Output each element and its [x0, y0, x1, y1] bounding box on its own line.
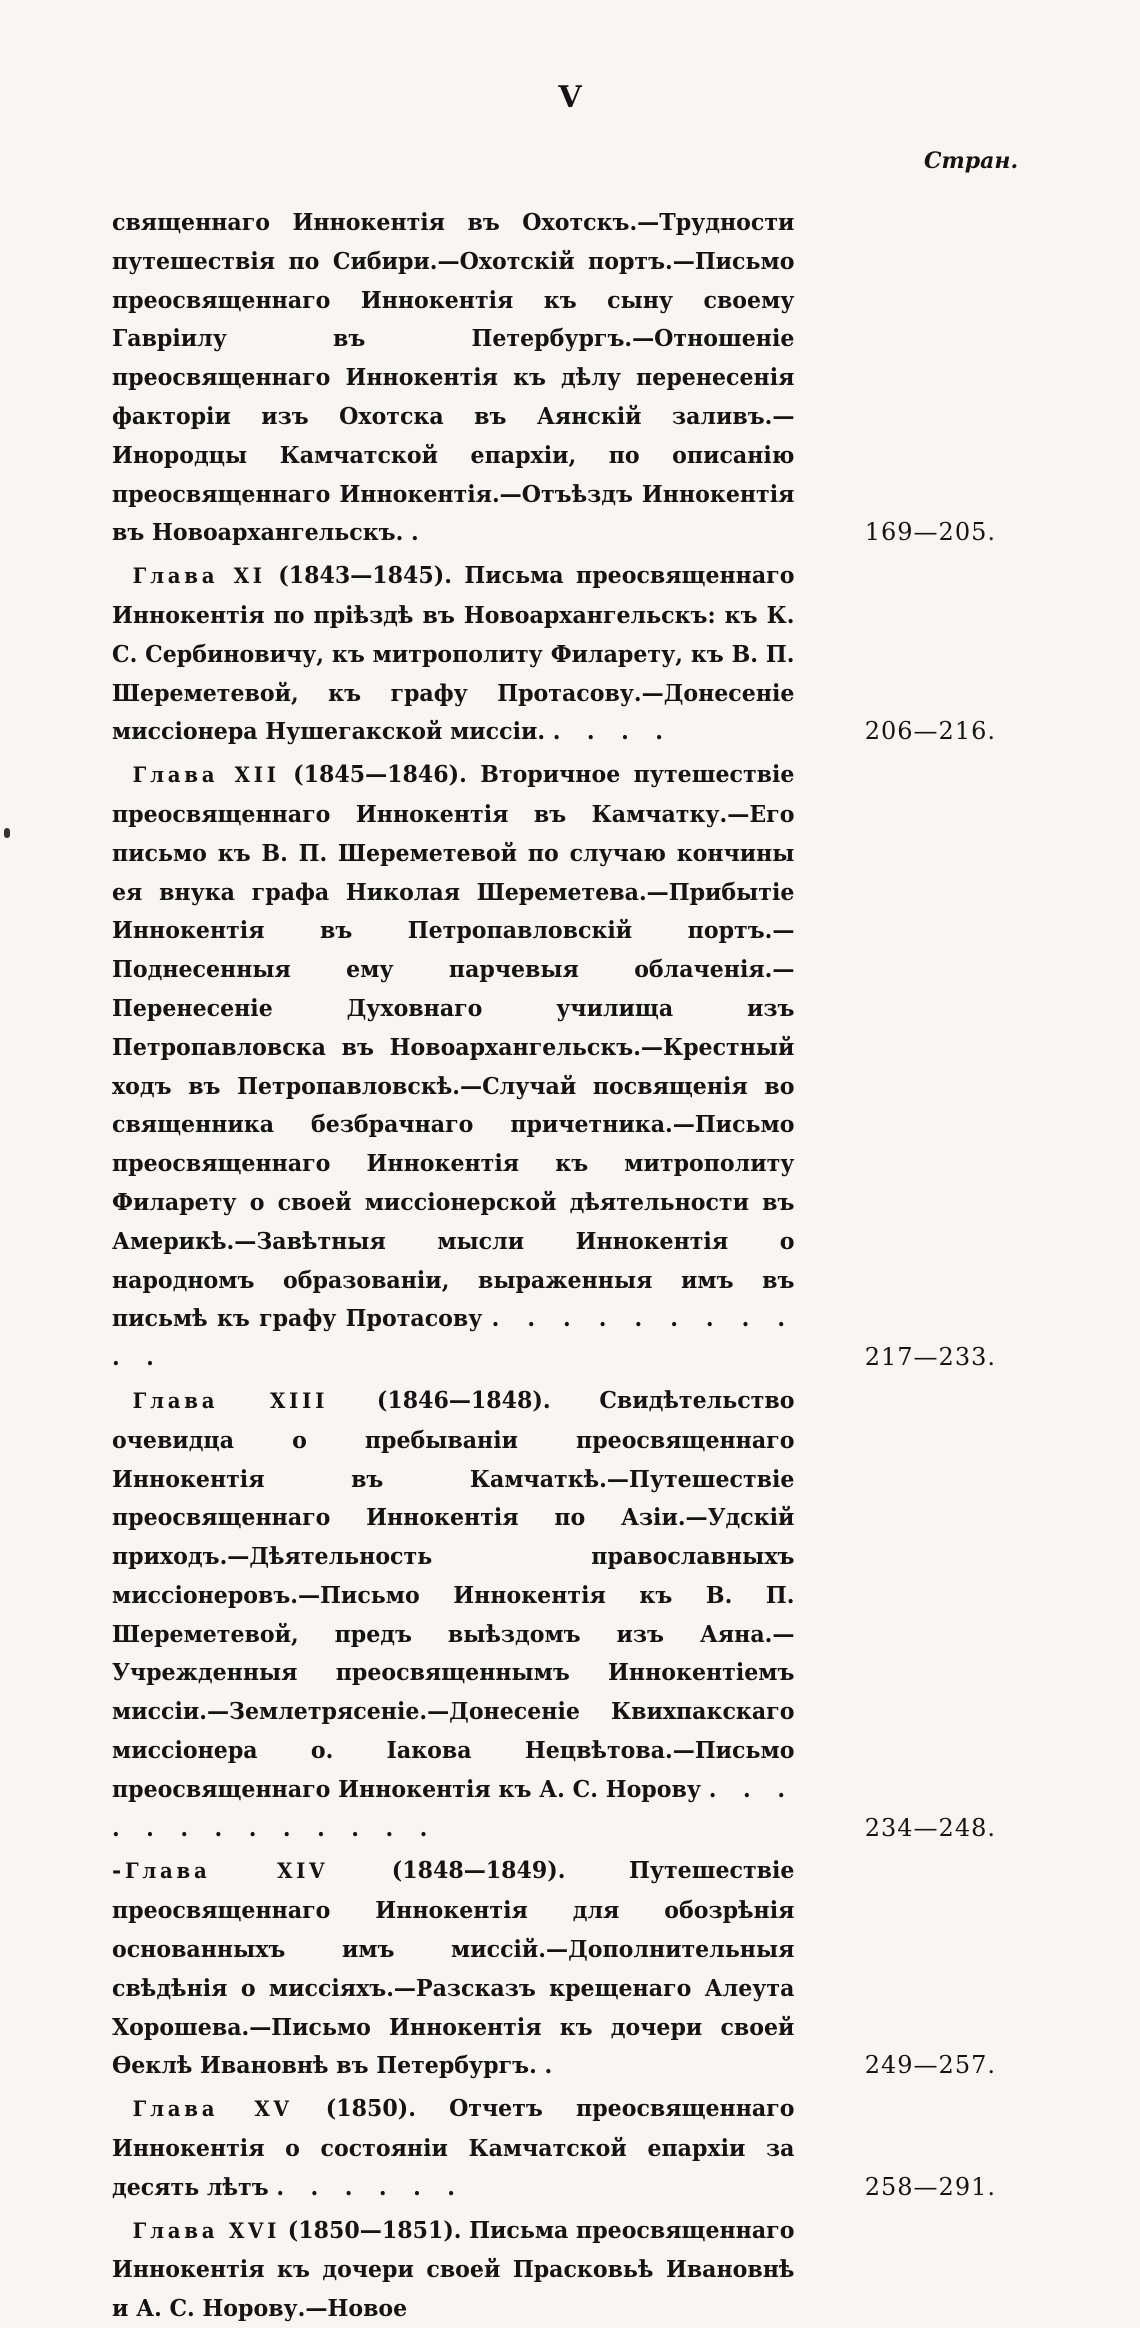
chapter-heading: Глава XV [132, 2096, 293, 2122]
chapter-heading: Глава XI [132, 563, 266, 589]
dot-leader: . [544, 2051, 562, 2080]
chapter-heading: Глава XIII [132, 1387, 329, 1413]
entry-text-block [112, 203, 794, 552]
toc-entry [112, 203, 996, 552]
entry-text: (1850). Отчетъ преосвященнаго Иннокентія о состояніи Камчатской епархіи за десять лѣтъ [112, 2094, 795, 2201]
entry-text: (1845—1846). Вторичное путешествіе преосвященнаго Иннокентія въ Камчатку.—Его письмо къ В. П. Шереметевой по случаю кончины ея внука графа Николая Шереметева.—Прибытіе Иннокентія въ Петропавловскій портъ.—Поднесенныя ему парчевыя облаченія.—Перенесеніе Духовнаго училища изъ Петропавловска въ Новоархангельскъ.—Крестный ходъ въ Петропавловскѣ.—Случай посвященія во священника безбрачнаго причетника.—Письмо преосвященнаго Иннокентія къ митрополиту Филарету о своей миссіонерской дѣятельности въ Америкѣ.—Завѣтныя мысли Иннокентія о народномъ образованіи, выраженныя имъ въ письмѣ къ графу Протасову [112, 760, 795, 1333]
entry-text: священнаго Иннокентія въ Охотскъ.—Трудности путешествія по Сибири.—Охотскій портъ.—Письмо преосвященнаго Иннокентія къ сыну своему Гавріилу въ Петербургъ.—Отношеніе преосвященнаго Иннокентія къ дѣлу перенесенія факторіи изъ Охотска въ Аянскій заливъ.—Инородцы Камчатской епархіи, по описанію преосвященнаго Иннокентія.—Отъѣздъ Иннокентія въ Новоархангельскъ. [112, 208, 795, 547]
dot-leader: . . . . [552, 717, 673, 746]
table-of-contents [112, 203, 996, 2328]
toc-entry [112, 1851, 996, 2085]
page-range: 258—291. [864, 2172, 996, 2201]
toc-entry [112, 556, 996, 751]
page-range: 249—257. [864, 2051, 996, 2080]
entry-text-block [112, 2089, 794, 2206]
entry-text-block [112, 1851, 794, 2085]
dot-leader: . [410, 518, 429, 547]
dot-leader: . . . . . . [276, 2172, 465, 2201]
pages-column-header: Стран. [924, 148, 1019, 174]
chapter-heading: Глава XVI [132, 2217, 281, 2243]
entry-text: (1843—1845). Письма преосвященнаго Иннокентія по пріѣздѣ въ Новоархангельскъ: къ К. С. Сербиновичу, къ митрополиту Филарету, къ В. П. Шереметевой, къ графу Протасову.—Донесеніе миссіонера Нушегакской миссіи. [112, 561, 795, 746]
entry-text: (1850—1851). Письма преосвященнаго Иннокентія къ дочери своей Прасковьѣ Ивановнѣ и А. С. Норову.—Новое [112, 2215, 795, 2323]
chapter-heading: Глава XIV [124, 1858, 329, 1884]
chapter-heading: Глава XII [132, 762, 280, 788]
page-folio: V [558, 80, 582, 115]
page-range: 169—205. [864, 518, 996, 547]
dot-leader: . . . . . . . . . . . [112, 1304, 795, 1372]
stray-dash: - [112, 1856, 122, 1885]
entry-text-block [112, 1381, 794, 1848]
entry-text: (1846—1848). Свидѣтельство очевидца о пребываніи преосвященнаго Иннокентія въ Камчаткѣ.—Путешествіе преосвященнаго Иннокентія по Азіи.—Удскій приходъ.—Дѣятельность православныхъ миссіонеровъ.—Письмо Иннокентія къ В. П. Шереметевой, предъ выѣздомъ изъ Аяна.—Учрежденныя преосвященнымъ Иннокентіемъ миссіи.—Землетрясеніе.—Донесеніе Квихпакскаго миссіонера о. Іакова Нецвѣтова.—Письмо преосвященнаго Иннокентія къ А. С. Норову [112, 1385, 795, 1803]
toc-entry [112, 2089, 996, 2206]
entry-text-block [112, 2211, 794, 2328]
toc-entry [112, 755, 996, 1377]
entry-text-block [112, 556, 794, 751]
toc-entry [112, 2211, 996, 2328]
margin-ink-mark [4, 828, 10, 838]
page-range: 234—248. [864, 1813, 996, 1842]
toc-entry [112, 1381, 996, 1848]
page-range: 206—216. [864, 717, 996, 746]
entry-text: (1848—1849). Путешествіе преосвященнаго Иннокентія для обозрѣнія основанныхъ имъ миссій.—Дополнительныя свѣдѣнія о миссіяхъ.—Разсказъ крещенаго Алеута Хорошева.—Письмо Иннокентія къ дочери своей Ѳеклѣ Ивановнѣ въ Петербургъ. [112, 1856, 795, 2080]
dot-leader: . . . . . . . . . . . . . [112, 1774, 795, 1842]
entry-text-block [112, 755, 794, 1377]
page-range: 217—233. [864, 1343, 996, 1372]
